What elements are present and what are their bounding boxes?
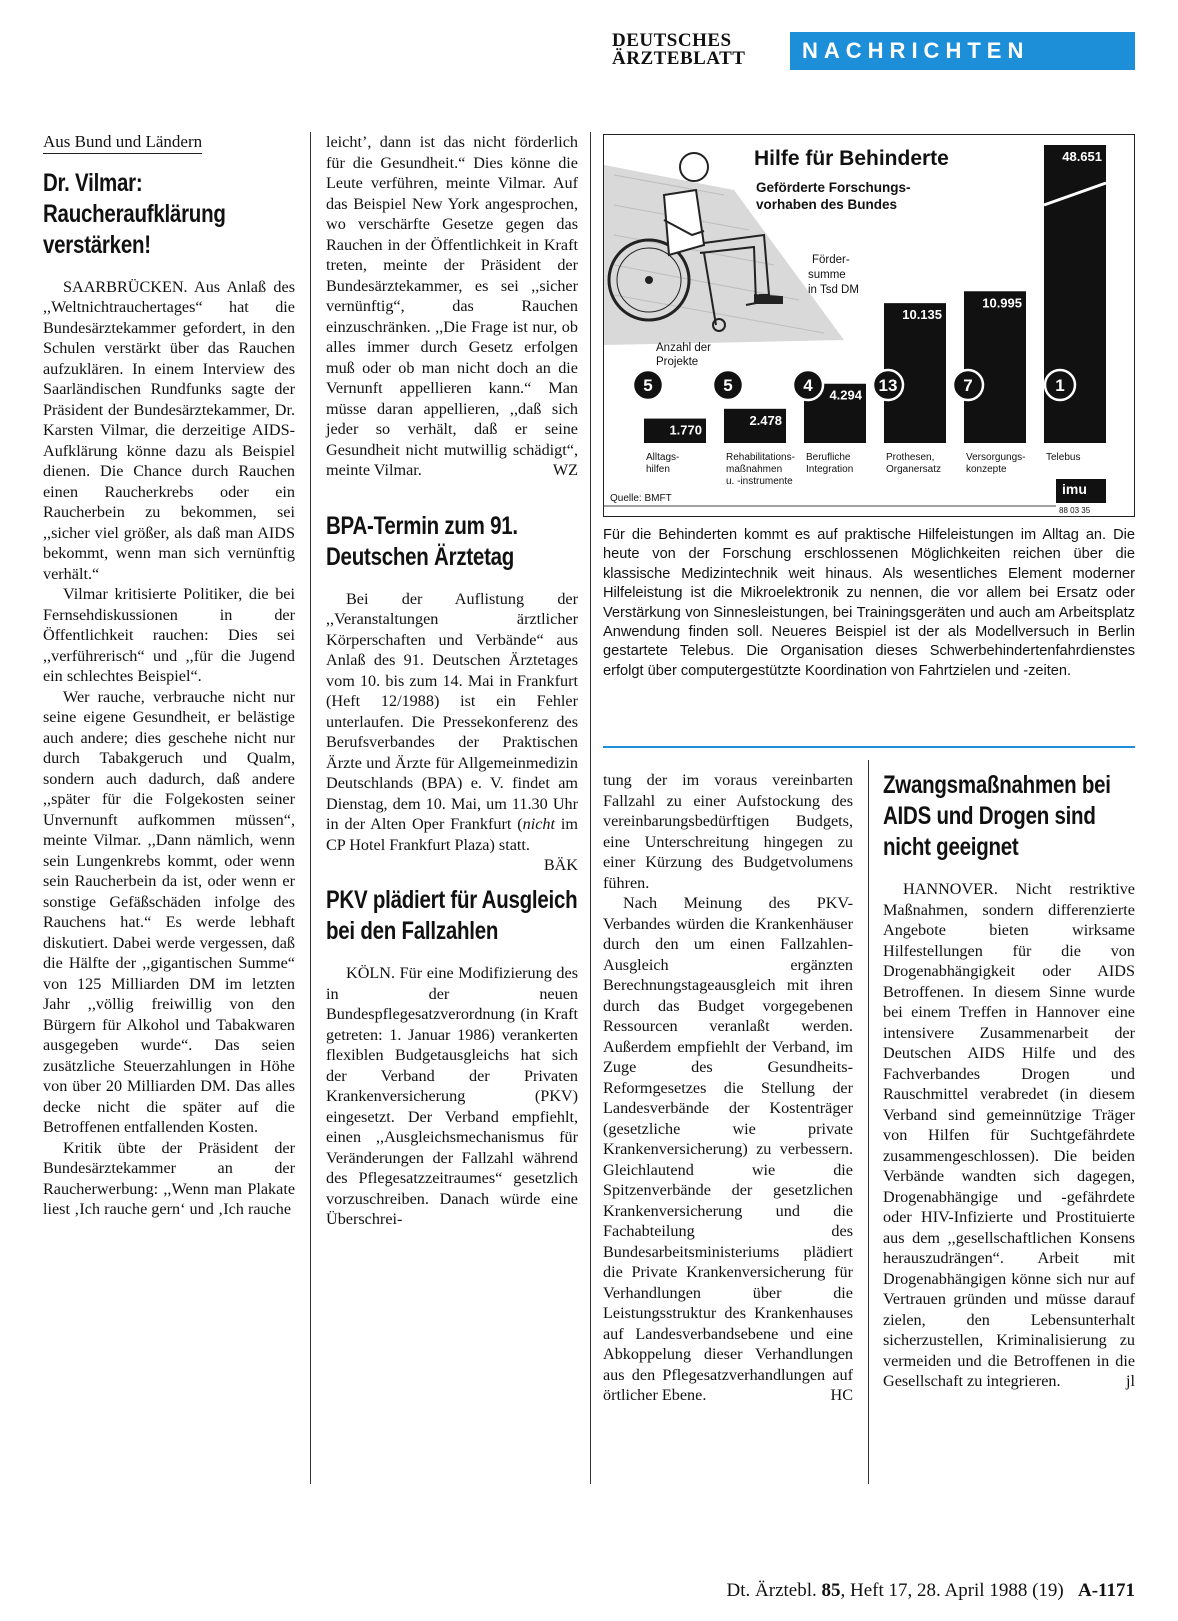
category-label: Rehabilitations-: [726, 452, 795, 463]
column-3: [603, 770, 853, 1406]
author-initials: HC: [830, 1386, 853, 1404]
category-label: Berufliche: [806, 452, 851, 463]
article-paragraph: [326, 589, 579, 874]
logo-line-2: ÄRZTEBLATT: [612, 48, 746, 69]
issue-date: , Heft 17, 28. April 1988 (19): [840, 1580, 1064, 1601]
article-headline: Dr. Vilmar: Raucheraufklärung verstärken!: [43, 168, 226, 259]
bar-value-label: 2.478: [749, 412, 782, 428]
category-label: Prothesen,: [886, 452, 935, 463]
article-headline: PKV plädiert für Ausgleich bei den Fallzahlen: [326, 886, 578, 945]
author-initials: WZ: [552, 461, 578, 479]
category-label: konzepte: [966, 464, 1007, 475]
project-count-label: 13: [878, 376, 898, 395]
article-headline: BPA-Termin zum 91. Deutschen Ärztetag: [326, 511, 518, 571]
category-label: Organersatz: [886, 464, 942, 475]
imu-code: 88 03 35: [1059, 506, 1091, 515]
category-label: Telebus: [1046, 452, 1081, 463]
bar-value-label: 1.770: [669, 422, 702, 438]
bar-value-label: 10.995: [982, 295, 1022, 311]
volume-number: 85: [821, 1580, 841, 1601]
category-label: Integration: [806, 464, 854, 475]
page-number: A-1171: [1078, 1580, 1135, 1601]
article-text: HANNOVER. Nicht restriktive Maßnahmen, sondern differenzierte Angebote bieten wirksame Hilfestellungen für die von Drogenabhängigkeit oder AIDS Betroffenen. In diesem Sinne wurde bei einem Treffen in Hannover eine intensivere Zusammenarbeit der Deutschen AIDS Hilfe und des Fachverbandes Drogen und Rauschmittel verabredet (in diesem Verband sind gemeinnützige Träger von Hilfen für Suchtgefährdete zusammengeschlossen). Die beiden Verbände wandten sich dagegen, Drogenabhängige und -gefährdete oder HIV-Infizierte und Prostituierte aus dem ,,gesellschaftlichen Konsens herauszudrängen“. Arbeit mit Drogenabhängigen könne sich nur auf Vertrauen gründen und müsse darauf zielen, den Lebensunterhalt sicherzustellen, Kriminalisierung zu vermeiden und die Betroffenen in die Gesellschaft zu integrieren.: [883, 880, 1135, 1390]
article-paragraph: Kritik übte der Präsident der Bundesärztekammer an der Raucherwerbung: ,,Wenn man Plakate liest ‚Ich rauche gern‘ und ‚Ich rauche: [43, 1138, 295, 1218]
bar: [964, 291, 1026, 443]
article-text: leicht’, dann ist das nicht förderlich für die Gesundheit.“ Dies könne die Leute verführen, meinte Vilmar. Auf das Beispiel New York angesprochen, wo verschärfte Gesetze gegen das Rauchen in der Öffentlichkeit in Kraft treten, meinte der Präsident der Bundesärztekammer, es sei ,,sicher vernünftig“, das Rauchen einzuschränken. ,,Die Frage ist nur, ob alles immer durch Gesetz erfolgen muß oder ob man nicht doch an die Vernunft appellieren kann.“ Man müsse daran appellieren, ,,daß sich jeder so verhält, daß er seine Gesundheit nicht mutwillig schädigt“, meinte Vilmar.: [326, 133, 578, 479]
count-label: Anzahl der: [656, 342, 711, 354]
sum-label: in Tsd DM: [808, 284, 859, 296]
column-1: [43, 132, 295, 1220]
project-count-label: 5: [643, 376, 653, 395]
journal-logo: [612, 32, 782, 68]
column-rule: [590, 132, 591, 1484]
column-2: [326, 132, 578, 1230]
article-headline: Zwangsmaßnahmen bei AIDS und Drogen sind nicht geeignet: [883, 771, 1111, 861]
count-label: Projekte: [656, 356, 699, 368]
bar-value-label: 48.651: [1062, 149, 1102, 164]
emphasis-text: nicht: [522, 815, 556, 833]
article-paragraph: tung der im voraus vereinbarten Fallzahl zu einer Aufstockung des vereinbarungsbedürftigen Budgets, eine Unterschreitung hingegen zu einer Kürzung des Budgetvolumens führen.: [603, 771, 853, 892]
section-banner: NACHRICHTEN: [790, 32, 1135, 70]
figure-caption: Für die Behinderten kommt es auf praktische Hilfeleistungen im Alltag an. Die heute von der Forschung erschlossenen Möglichkeiten reichen über die klassische Medizintechnik weit hinaus. Als wesentliches Element moderner Hilfeleistung ist die Mikroelektronik zu nennen, die vor allem bei Ersatz oder Verstärkung von Sinnesleistungen, bei Trainingsgeräten und auch am Arbeitsplatz Anwendung finden soll. Neueres Beispiel ist der als Modellversuch in Berlin gestartete Telebus. Die Organisation dieses Schwerbehindertenfahrdienstes erfolgt über computergestützte Koordination von Fahrtzielen und -zeiten.: [603, 527, 1135, 679]
chart-subtitle: vorhaben des Bundes: [756, 197, 898, 212]
project-count-label: 4: [803, 376, 813, 395]
imu-logo: imu: [1062, 481, 1087, 497]
journal-abbrev: Dt. Ärztebl.: [726, 1580, 817, 1601]
category-label: maßnahmen: [726, 464, 783, 475]
source-note: Quelle: BMFT: [610, 493, 672, 504]
category-label: Alltags-: [646, 452, 680, 463]
author-initials: jl: [1126, 1372, 1135, 1390]
column-rule: [310, 132, 311, 1484]
article-paragraph: [326, 132, 578, 481]
article-paragraph: [603, 893, 853, 1406]
sum-label: Förder-: [812, 254, 850, 266]
column-4: [883, 770, 1135, 1392]
project-count-label: 1: [1055, 376, 1065, 395]
chart-subtitle: Geförderte Forschungs-: [756, 180, 911, 195]
page-footer: [620, 1580, 1135, 1602]
article-paragraph: [883, 879, 1135, 1392]
bar-value-label: 4.294: [829, 387, 862, 403]
article-paragraph: Vilmar kritisierte Politiker, die bei Fernsehdiskussionen in der Öffentlichkeit rauchen: Dies sei ,,verführerisch“ und ,,für die Jugend ein schlechtes Beispiel“.: [43, 585, 295, 685]
bar-value-label: 10.135: [902, 307, 942, 323]
article-paragraph: SAARBRÜCKEN. Aus Anlaß des ,,Weltnichtrauchertages“ hat die Bundesärztekammer gefordert, in den Schulen verstärkt über das Rauchen aufzuklären. In einem Interview des Saarländischen Rundfunks sagte der Präsident der Bundesärztekammer, Dr. Karsten Vilmar, die derzeitige AIDS-Aufklärung könne dazu als Beispiel dienen. Die Chance durch Rauchen einen Raucherkrebs oder ein Raucherbein zu bekommen, sei ,,sicher viel größer, als daß man AIDS bekommt, wenn man sich vernünftig verhält.“: [43, 277, 295, 583]
section-divider: [603, 746, 1135, 748]
project-count-label: 5: [723, 376, 733, 395]
article-text: im CP Hotel Frankfurt Plaza) statt.: [326, 815, 579, 854]
rubric-kicker: Aus Bund und Ländern: [43, 132, 202, 154]
article-text: Nach Meinung des PKV-Verbandes würden die Krankenhäuser durch den um einen Fallzahlen-Ausgleich ergänzten Berechnungstageausgleich mit ihren durch das Budget vorgegebenen Ressourcen veranlaßt werden. Außerdem empfiehlt der Verband, im Zuge des Gesundheits-Reformgesetzes die Stellung der Landesverbände der Kostenträger (gesetzliche wie private Krankenversicherung) zu verbessern. Gleichlautend wie die Spitzenverbände der gesetzlichen Krankenversicherung und die Fachabteilung des Bundesarbeitsministeriums plädiert die Private Krankenversicherung für Verhandlungen über die Leistungsstruktur des Krankenhauses auf Landesverbandsebene und eine Abkoppelung dieser Verhandlungen aus den Pflegesatzverhandlungen auf örtlicher Ebene.: [603, 894, 853, 1404]
category-label: u. -instrumente: [726, 476, 793, 487]
chart-title: Hilfe für Behinderte: [754, 147, 949, 170]
bar-chart: [604, 135, 1133, 515]
logo-line-1: DEUTSCHES: [612, 30, 732, 51]
sum-label: summe: [808, 269, 846, 281]
category-label: hilfen: [646, 464, 670, 475]
article-paragraph: Wer rauche, verbrauche nicht nur seine eigene Gesundheit, er belästige auch andere; dies geschehe nicht nur durch Tabakgeruch und Qualm, sondern auch dadurch, daß andere ,,später für die Folgekosten seiner Unvernunft aufkommen müssen“, meinte Vilmar. ,,Dann nämlich, wenn sein Lungenkrebs kommt, oder wenn sein Raucherbein da ist, oder wenn er sonstige Gefäßschäden infolge des Rauchens hat.“ Es werde lebhaft diskutiert. Dabei werde vergessen, daß die Hälfte der ,,gigantischen Summe“ von 125 Milliarden DM im letzten Jahr ,,völlig freiwillig von den Bürgern für Alkohol und Tabakwaren ausgegeben wurde“. Das seien zusätzliche Steuerzahlungen in Höhe von über 20 Milliarden DM. Das alles decke nicht die später auf die Betroffenen entfallenden Kosten.: [43, 687, 295, 1136]
article-paragraph: KÖLN. Für eine Modifizierung des in der neuen Bundespflegesatzverordnung (in Kraft getreten: 1. Januar 1986) verankerten flexiblen Budgetausgleichs hat sich der Verband der Privaten Krankenversicherung (PKV) eingesetzt. Der Verband empfiehlt, einen ,,Ausgleichsmechanismus für Veränderungen der Fallzahl während des Pflegesatzzeitraumes“ gesetzlich vorzuschreiben. Danach würde eine Überschrei-: [326, 964, 578, 1228]
author-initials: BÄK: [543, 856, 578, 874]
category-label: Versorgungs-: [966, 452, 1026, 463]
project-count-label: 7: [963, 376, 973, 395]
column-rule: [868, 760, 869, 1484]
infographic: [603, 134, 1135, 517]
article-text: Bei der Auflistung der ,,Veranstaltungen ärztlicher Körperschaften und Verbände“ aus Anlaß des 91. Deutschen Ärztetages vom 10. bis zum 14. Mai in Frankfurt (Heft 12/1988) ist ein Fehler unterlaufen. Die Pressekonferenz des Berufsverbandes der Praktischen Ärzte und Ärzte für Allgemeinmedizin Deutschlands (BPA) e. V. findet am Dienstag, dem 10. Mai, um 11.30 Uhr in der Alten Oper Frankfurt (: [326, 589, 578, 833]
